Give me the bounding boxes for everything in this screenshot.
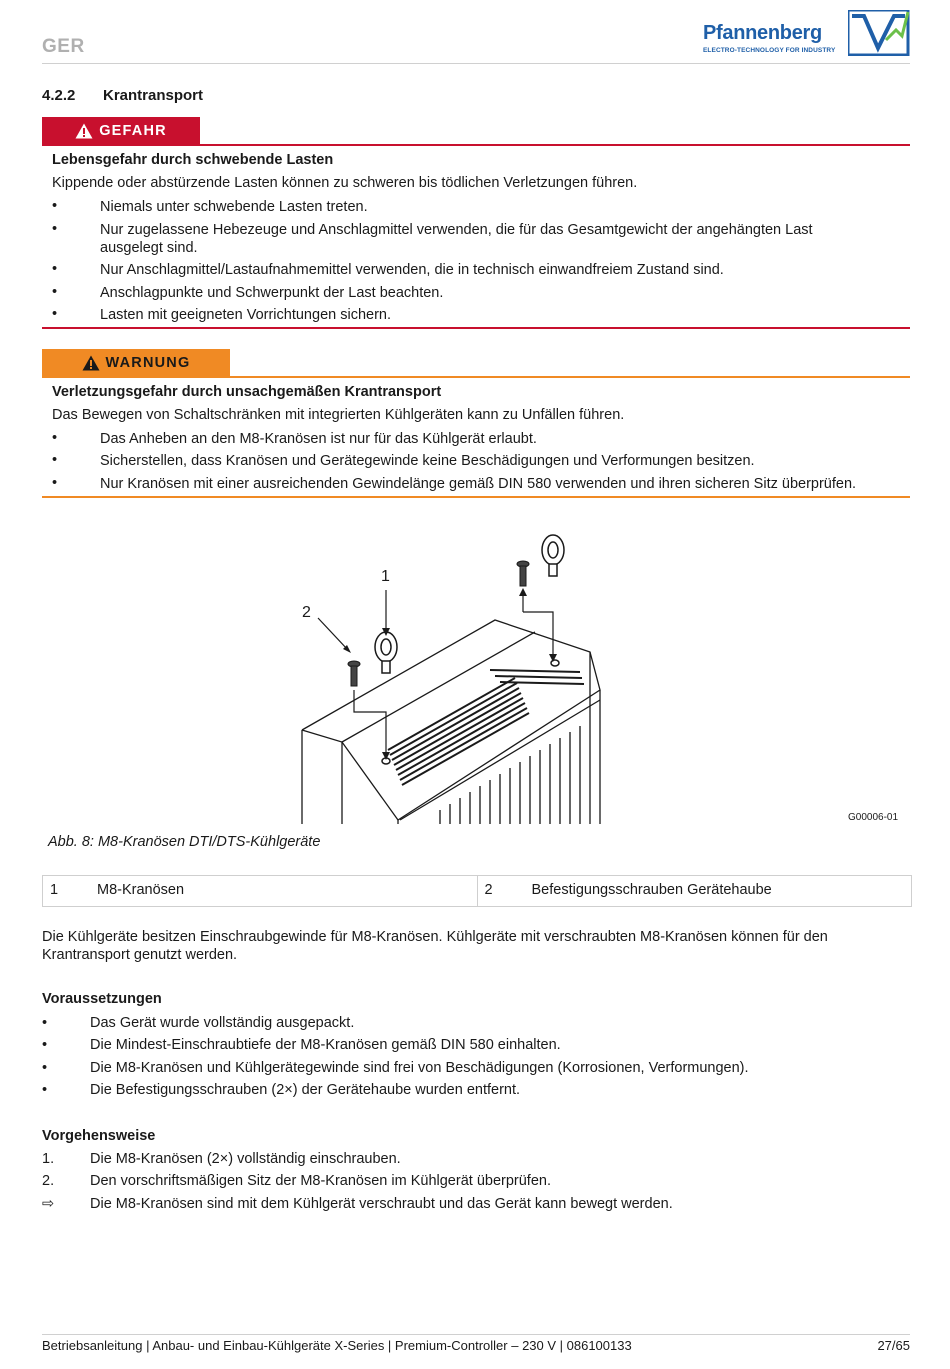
bullet: • [42, 1015, 48, 1031]
body-paragraph-line: Die Kühlgeräte besitzen Einschraubgewinde für M8-Kranösen. Kühlgeräte mit verschraubten M8-Kranösen können für den [42, 929, 828, 945]
section-number: 4.2.2 [42, 87, 76, 104]
procedure-heading: Vorgehensweise [42, 1128, 156, 1144]
legend-number: 1 [50, 882, 59, 898]
company-logo [700, 8, 912, 58]
legend-cell [477, 876, 912, 906]
header-divider [42, 63, 910, 64]
warning-bottom-rule [42, 496, 910, 498]
step-number: 2. [42, 1173, 55, 1189]
list-item: Anschlagpunkte und Schwerpunkt der Last beachten. [100, 285, 444, 301]
legend-label: M8-Kranösen [97, 882, 185, 898]
prerequisites-heading: Voraussetzungen [42, 991, 162, 1007]
bullet: • [42, 1037, 48, 1053]
danger-intro: Kippende oder abstürzende Lasten können zu schweren bis tödlichen Verletzungen führen. [52, 175, 638, 191]
step-number: 1. [42, 1151, 55, 1167]
callout-2: 2 [302, 604, 311, 621]
figure-code: G00006-01 [848, 812, 899, 823]
section-title: Krantransport [103, 87, 204, 104]
danger-bottom-rule [42, 327, 910, 329]
list-item: Sicherstellen, dass Kranösen und Gerätegewinde keine Beschädigungen und Verformungen besitzen. [100, 453, 755, 469]
legend-cell [43, 876, 477, 906]
danger-label-text: GEFAHR [99, 123, 167, 139]
page-number: 27/65 [877, 1338, 910, 1353]
bullet: • [42, 1060, 48, 1076]
body-paragraph-line: Krantransport genutzt werden. [42, 947, 238, 963]
danger-heading: Lebensgefahr durch schwebende Lasten [52, 152, 334, 168]
logo-mark-icon [848, 10, 910, 56]
list-item: Die Mindest-Einschraubtiefe der M8-Kranösen gemäß DIN 580 einhalten. [90, 1037, 561, 1053]
warning-triangle-icon [82, 355, 100, 371]
list-item: Das Gerät wurde vollständig ausgepackt. [90, 1015, 355, 1031]
step-text: Den vorschriftsmäßigen Sitz der M8-Kranösen im Kühlgerät überprüfen. [90, 1173, 551, 1189]
bullet: • [52, 284, 58, 300]
list-item: Die M8-Kranösen und Kühlgerätegewinde sind frei von Beschädigungen (Korrosionen, Verformungen). [90, 1060, 749, 1076]
bullet: • [52, 221, 58, 237]
figure-caption: Abb. 8: M8-Kranösen DTI/DTS-Kühlgeräte [48, 834, 321, 850]
list-item: Niemals unter schwebende Lasten treten. [100, 199, 368, 215]
list-item: Die Befestigungsschrauben (2×) der Gerätehaube wurden entfernt. [90, 1082, 521, 1098]
list-item: Nur Anschlagmittel/Lastaufnahmemittel verwenden, die in technisch einwandfreiem Zustand sind. [100, 262, 724, 278]
result-text: Die M8-Kranösen sind mit dem Kühlgerät verschraubt und das Gerät kann bewegt werden. [90, 1196, 673, 1212]
list-item: Das Anheben an den M8-Kranösen ist nur für das Kühlgerät erlaubt. [100, 431, 537, 447]
result-arrow-icon: ⇨ [42, 1196, 55, 1212]
warning-label [42, 349, 230, 377]
logo-name: Pfannenberg [703, 22, 822, 44]
legend-number: 2 [484, 882, 493, 898]
callout-1: 1 [381, 568, 390, 585]
warning-triangle-icon [75, 123, 93, 139]
danger-label [42, 117, 200, 145]
footer-divider [42, 1334, 910, 1335]
warning-heading: Verletzungsgefahr durch unsachgemäßen Krantransport [52, 384, 442, 400]
danger-top-rule [42, 144, 910, 146]
warning-label-text: WARNUNG [105, 355, 191, 371]
list-item: Nur zugelassene Hebezeuge und Anschlagmittel verwenden, die für das Gesamtgewicht der angehängten Last [100, 222, 813, 238]
bullet: • [42, 1082, 48, 1098]
list-item: Lasten mit geeigneten Vorrichtungen sichern. [100, 307, 391, 323]
footer-document-title: Betriebsanleitung | Anbau- und Einbau-Kühlgeräte X-Series | Premium-Controller – 230 V | 086100133 [42, 1338, 632, 1353]
list-item: ausgelegt sind. [100, 240, 198, 256]
list-item: Nur Kranösen mit einer ausreichenden Gewindelänge gemäß DIN 580 verwenden und ihren sicheren Sitz überprüfen. [100, 476, 857, 492]
bullet: • [52, 261, 58, 277]
bullet: • [52, 475, 58, 491]
bullet: • [52, 306, 58, 322]
bullet: • [52, 430, 58, 446]
cooling-unit-illustration [290, 520, 620, 824]
legend-label: Befestigungsschrauben Gerätehaube [531, 882, 772, 898]
warning-intro: Das Bewegen von Schaltschränken mit integrierten Kühlgeräten kann zu Unfällen führen. [52, 407, 625, 423]
step-text: Die M8-Kranösen (2×) vollständig einschrauben. [90, 1151, 401, 1167]
bullet: • [52, 452, 58, 468]
logo-tagline: ELECTRO-TECHNOLOGY FOR INDUSTRY [703, 47, 836, 54]
language-label: GER [42, 36, 85, 57]
bullet: • [52, 198, 58, 214]
legend-table [42, 875, 912, 907]
warning-top-rule [42, 376, 910, 378]
